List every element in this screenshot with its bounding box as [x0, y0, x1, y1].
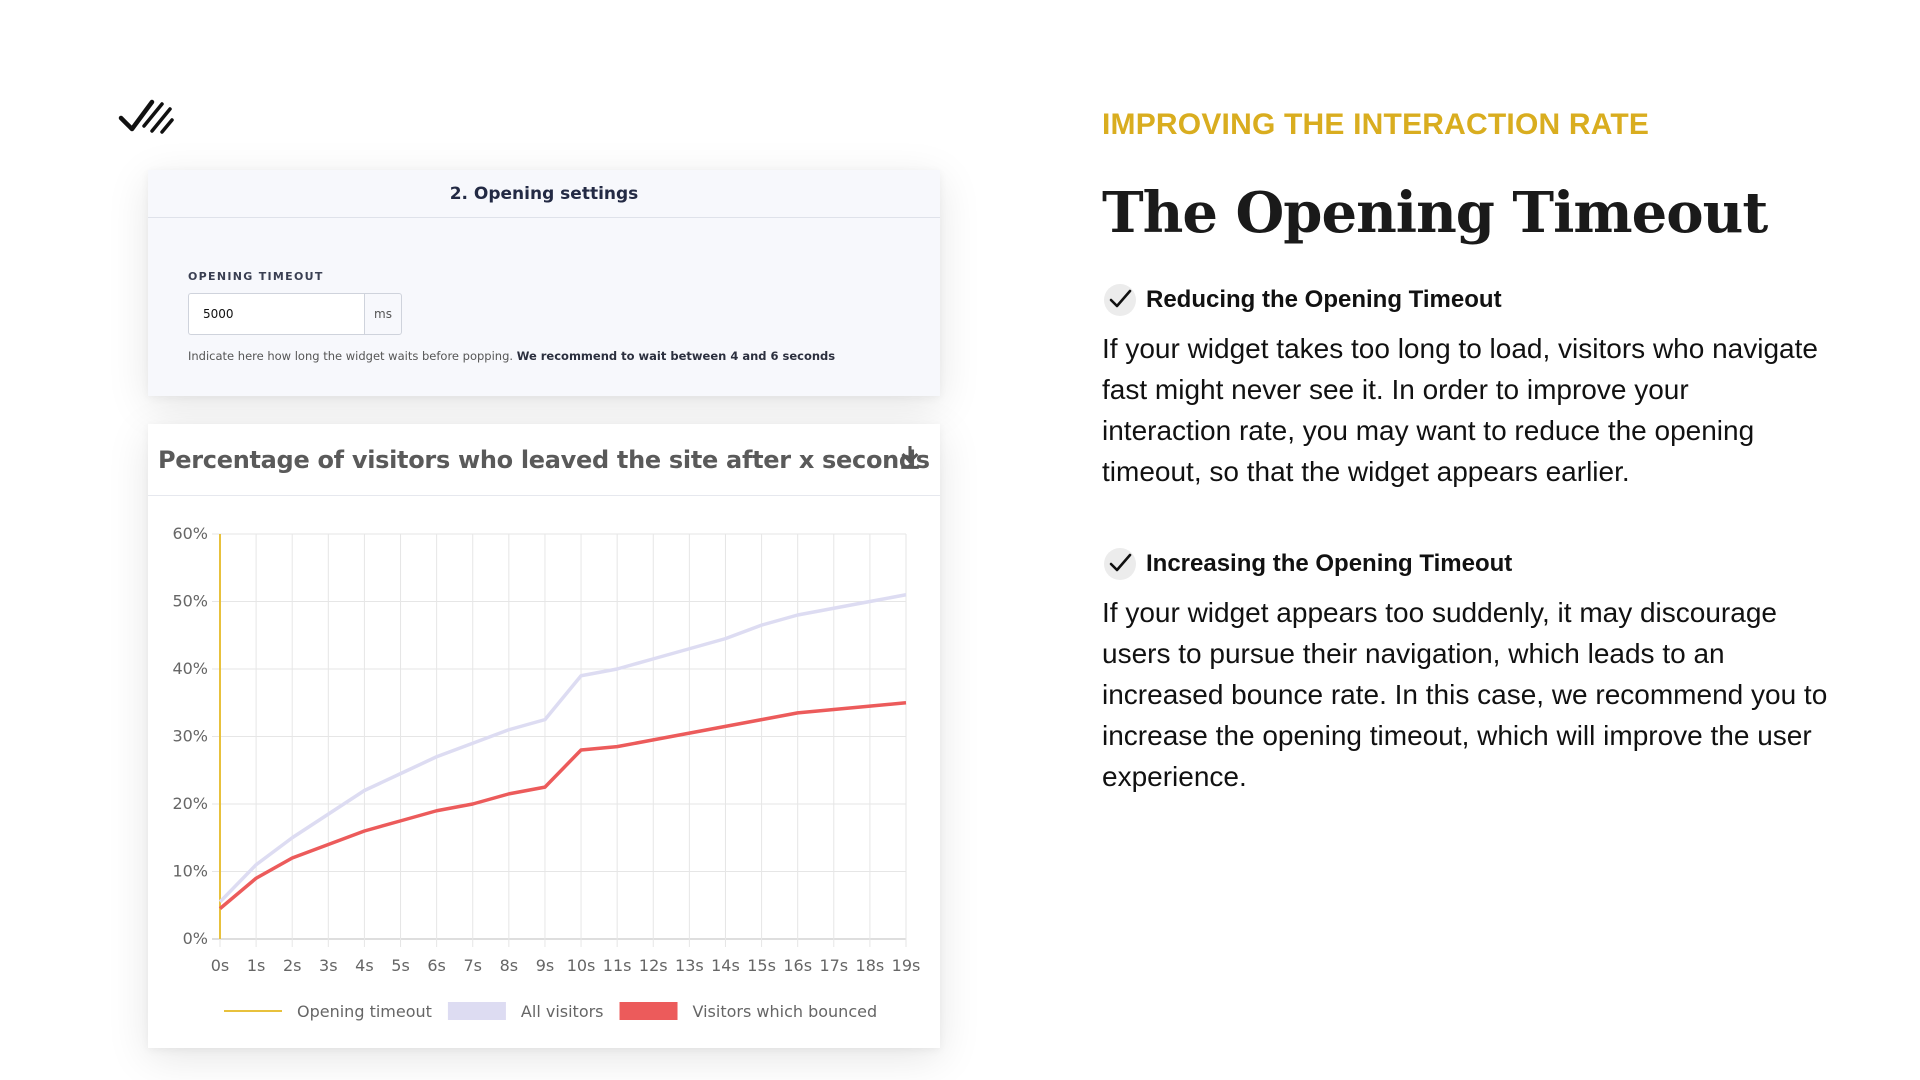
x-tick-label: 7s — [463, 956, 482, 975]
legend-label: Opening timeout — [297, 1002, 432, 1021]
x-tick-label: 4s — [355, 956, 374, 975]
body-line: If your widget appears too suddenly, it may discourage — [1102, 597, 1777, 628]
x-tick-label: 3s — [319, 956, 338, 975]
section-reducing — [1102, 282, 1842, 492]
body-line: experience. — [1102, 761, 1247, 792]
body-line: timeout, so that the widget appears earlier. — [1102, 456, 1630, 487]
legend-label: Visitors which bounced — [692, 1002, 878, 1021]
field-hint — [188, 349, 900, 363]
download-icon[interactable] — [896, 444, 924, 472]
section-heading: Reducing the Opening Timeout — [1146, 286, 1502, 313]
body-line: If your widget takes too long to load, visitors who navigate — [1102, 333, 1818, 364]
y-tick-label: 0% — [182, 929, 208, 948]
legend-swatch — [620, 1002, 678, 1020]
y-tick-label: 20% — [172, 794, 208, 813]
double-check-logo-icon — [118, 98, 174, 136]
settings-title: 2. Opening settings — [148, 170, 940, 218]
section-body — [1102, 328, 1842, 492]
legend-label: All visitors — [520, 1002, 604, 1021]
line-chart — [148, 424, 940, 1048]
body-line: increased bounce rate. In this case, we recommend you to — [1102, 679, 1828, 710]
x-tick-label: 10s — [566, 956, 596, 975]
section-heading: Increasing the Opening Timeout — [1146, 550, 1513, 577]
y-tick-label: 40% — [172, 659, 208, 678]
x-tick-label: 2s — [282, 956, 302, 975]
body-line: increase the opening timeout, which will improve the user — [1102, 720, 1812, 751]
x-tick-label: 18s — [855, 956, 885, 975]
x-tick-label: 15s — [747, 956, 776, 975]
legend-swatch — [448, 1002, 506, 1020]
opening-timeout-label: OPENING TIMEOUT — [188, 270, 324, 283]
x-tick-label: 17s — [819, 956, 849, 975]
x-tick-label: 16s — [783, 956, 813, 975]
y-tick-label: 50% — [172, 591, 208, 611]
x-tick-label: 5s — [391, 956, 410, 975]
x-tick-label: 9s — [535, 956, 555, 975]
series-line-all-visitors — [220, 595, 906, 902]
page-title: The Opening Timeout — [1102, 180, 1768, 246]
x-tick-label: 14s — [711, 956, 740, 975]
y-tick-label: 60% — [172, 524, 208, 543]
opening-settings-card — [148, 170, 940, 396]
checkmark-icon — [1102, 282, 1138, 318]
x-tick-label: 19s — [891, 956, 921, 975]
series-line-visitors-which-bounced — [220, 703, 906, 909]
y-tick-label: 30% — [172, 726, 208, 746]
x-tick-label: 0s — [210, 956, 230, 975]
x-tick-label: 1s — [246, 956, 266, 975]
section-kicker: IMPROVING THE INTERACTION RATE — [1102, 108, 1650, 141]
x-tick-label: 6s — [427, 956, 446, 975]
opening-timeout-field-group — [188, 293, 402, 335]
section-body — [1102, 592, 1842, 797]
x-tick-label: 8s — [499, 956, 519, 975]
section-increasing — [1102, 546, 1842, 797]
body-line: interaction rate, you may want to reduce the opening — [1102, 415, 1755, 446]
chart-title: Percentage of visitors who leaved the site after x seconds — [158, 445, 930, 474]
hint-regular-text: Indicate here how long the widget waits before popping. — [188, 349, 514, 363]
y-tick-label: 10% — [172, 861, 208, 881]
hint-recommendation-text: We recommend to wait between 4 and 6 seconds — [516, 349, 836, 363]
body-line: fast might never see it. In order to improve your — [1102, 374, 1689, 405]
x-tick-label: 11s — [602, 956, 632, 975]
x-tick-label: 12s — [638, 956, 668, 975]
x-tick-label: 13s — [675, 956, 704, 975]
opening-timeout-input[interactable] — [188, 293, 364, 335]
chart-card — [148, 424, 940, 1048]
unit-addon: ms — [364, 293, 402, 335]
checkmark-icon — [1102, 546, 1138, 582]
body-line: users to pursue their navigation, which leads to an — [1102, 638, 1725, 669]
